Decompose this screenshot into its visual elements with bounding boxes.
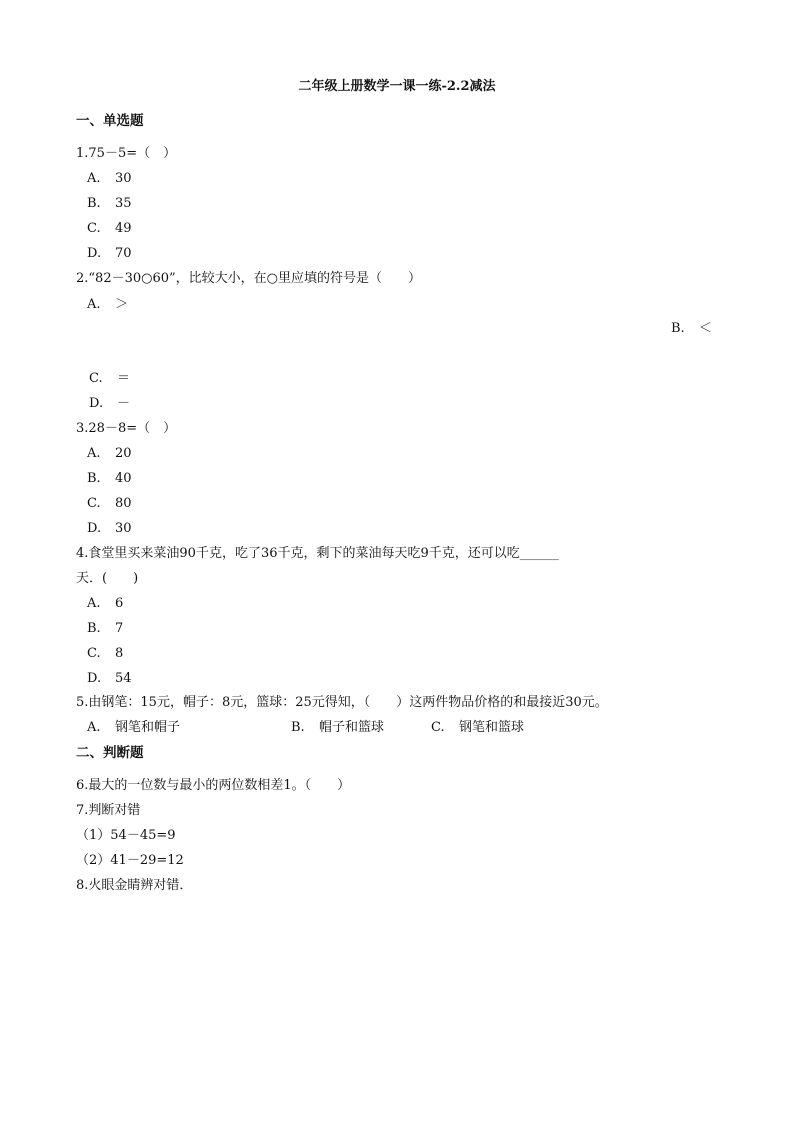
question-7-item-1: （1）54－45=9 bbox=[76, 828, 176, 843]
option-text: ＜ bbox=[699, 321, 713, 336]
option-text: － bbox=[117, 396, 131, 411]
option-label: D. bbox=[89, 396, 104, 411]
option-label: D. bbox=[87, 246, 102, 261]
question-6-stem: 6.最大的一位数与最小的两位数相差1。（ ） bbox=[76, 778, 351, 793]
section-heading-true-false: 二、判断题 bbox=[76, 745, 144, 761]
option-label: C. bbox=[87, 496, 101, 511]
question-4-stem-line-1: 4.食堂里买来菜油90千克，吃了36千克，剩下的菜油每天吃9千克，还可以吃______ bbox=[76, 546, 559, 561]
question-7-stem: 7.判断对错 bbox=[76, 803, 141, 818]
question-2-option-c[interactable] bbox=[89, 371, 130, 387]
option-text: ＞ bbox=[115, 297, 129, 312]
question-4-option-c[interactable] bbox=[87, 646, 123, 662]
page-title: 二年级上册数学一课一练-2.2减法 bbox=[298, 79, 496, 94]
option-text: 49 bbox=[115, 221, 132, 236]
question-1-option-c[interactable] bbox=[87, 221, 132, 237]
option-text: 30 bbox=[115, 171, 132, 186]
question-1-option-d[interactable] bbox=[87, 246, 132, 262]
option-text: 80 bbox=[115, 496, 132, 511]
option-text: 7 bbox=[115, 621, 124, 636]
option-text: 54 bbox=[115, 671, 132, 686]
option-text: ＝ bbox=[117, 371, 131, 386]
option-label: B. bbox=[671, 321, 685, 336]
option-text: 40 bbox=[115, 471, 132, 486]
question-4-stem-line-2: 天．( ) bbox=[76, 571, 139, 586]
question-5-option-b[interactable] bbox=[291, 720, 384, 736]
question-1-option-b[interactable] bbox=[87, 196, 132, 212]
question-3-option-c[interactable] bbox=[87, 496, 132, 512]
option-label: A. bbox=[87, 720, 101, 735]
option-text: 钢笔和帽子 bbox=[115, 720, 181, 735]
option-label: B. bbox=[87, 196, 101, 211]
option-label: C. bbox=[87, 646, 101, 661]
question-2-option-d[interactable] bbox=[89, 396, 130, 412]
option-label: D. bbox=[87, 521, 102, 536]
question-1-stem: 1.75－5=（ ） bbox=[76, 146, 177, 161]
question-4-option-d[interactable] bbox=[87, 671, 132, 687]
option-text: 70 bbox=[115, 246, 132, 261]
option-text: 6 bbox=[115, 596, 124, 611]
question-2-stem: 2.“82－30○60”，比较大小，在○里应填的符号是（ ） bbox=[76, 271, 422, 286]
question-2-option-a[interactable] bbox=[87, 297, 128, 313]
option-text: 20 bbox=[115, 446, 132, 461]
option-text: 钢笔和篮球 bbox=[459, 720, 525, 735]
option-label: C. bbox=[87, 221, 101, 236]
question-5-stem: 5.由钢笔：15元，帽子：8元，篮球：25元得知，（ ）这两件物品价格的和最接近30元。 bbox=[76, 695, 608, 710]
option-label: B. bbox=[291, 720, 305, 735]
option-label: C. bbox=[431, 720, 445, 735]
option-label: B. bbox=[87, 621, 101, 636]
question-2-option-b[interactable] bbox=[671, 321, 712, 337]
option-label: A. bbox=[87, 596, 101, 611]
option-label: C. bbox=[89, 371, 103, 386]
option-text: 帽子和篮球 bbox=[319, 720, 385, 735]
question-7-item-2: （2）41－29=12 bbox=[76, 853, 184, 868]
option-label: A. bbox=[87, 446, 101, 461]
option-text: 30 bbox=[115, 521, 132, 536]
option-label: D. bbox=[87, 671, 102, 686]
question-3-option-d[interactable] bbox=[87, 521, 132, 537]
section-heading-single-choice: 一、单选题 bbox=[76, 113, 144, 129]
question-3-option-b[interactable] bbox=[87, 471, 132, 487]
question-4-option-b[interactable] bbox=[87, 621, 123, 637]
question-3-stem: 3.28－8=（ ） bbox=[76, 421, 177, 436]
question-4-option-a[interactable] bbox=[87, 596, 123, 612]
option-label: A. bbox=[87, 297, 101, 312]
question-5-option-a[interactable] bbox=[87, 720, 180, 736]
option-label: B. bbox=[87, 471, 101, 486]
option-label: A. bbox=[87, 171, 101, 186]
question-3-option-a[interactable] bbox=[87, 446, 132, 462]
question-8-stem: 8.火眼金睛辨对错． bbox=[76, 878, 193, 893]
question-5-option-c[interactable] bbox=[431, 720, 524, 736]
question-1-option-a[interactable] bbox=[87, 171, 132, 187]
option-text: 35 bbox=[115, 196, 132, 211]
option-text: 8 bbox=[115, 646, 124, 661]
